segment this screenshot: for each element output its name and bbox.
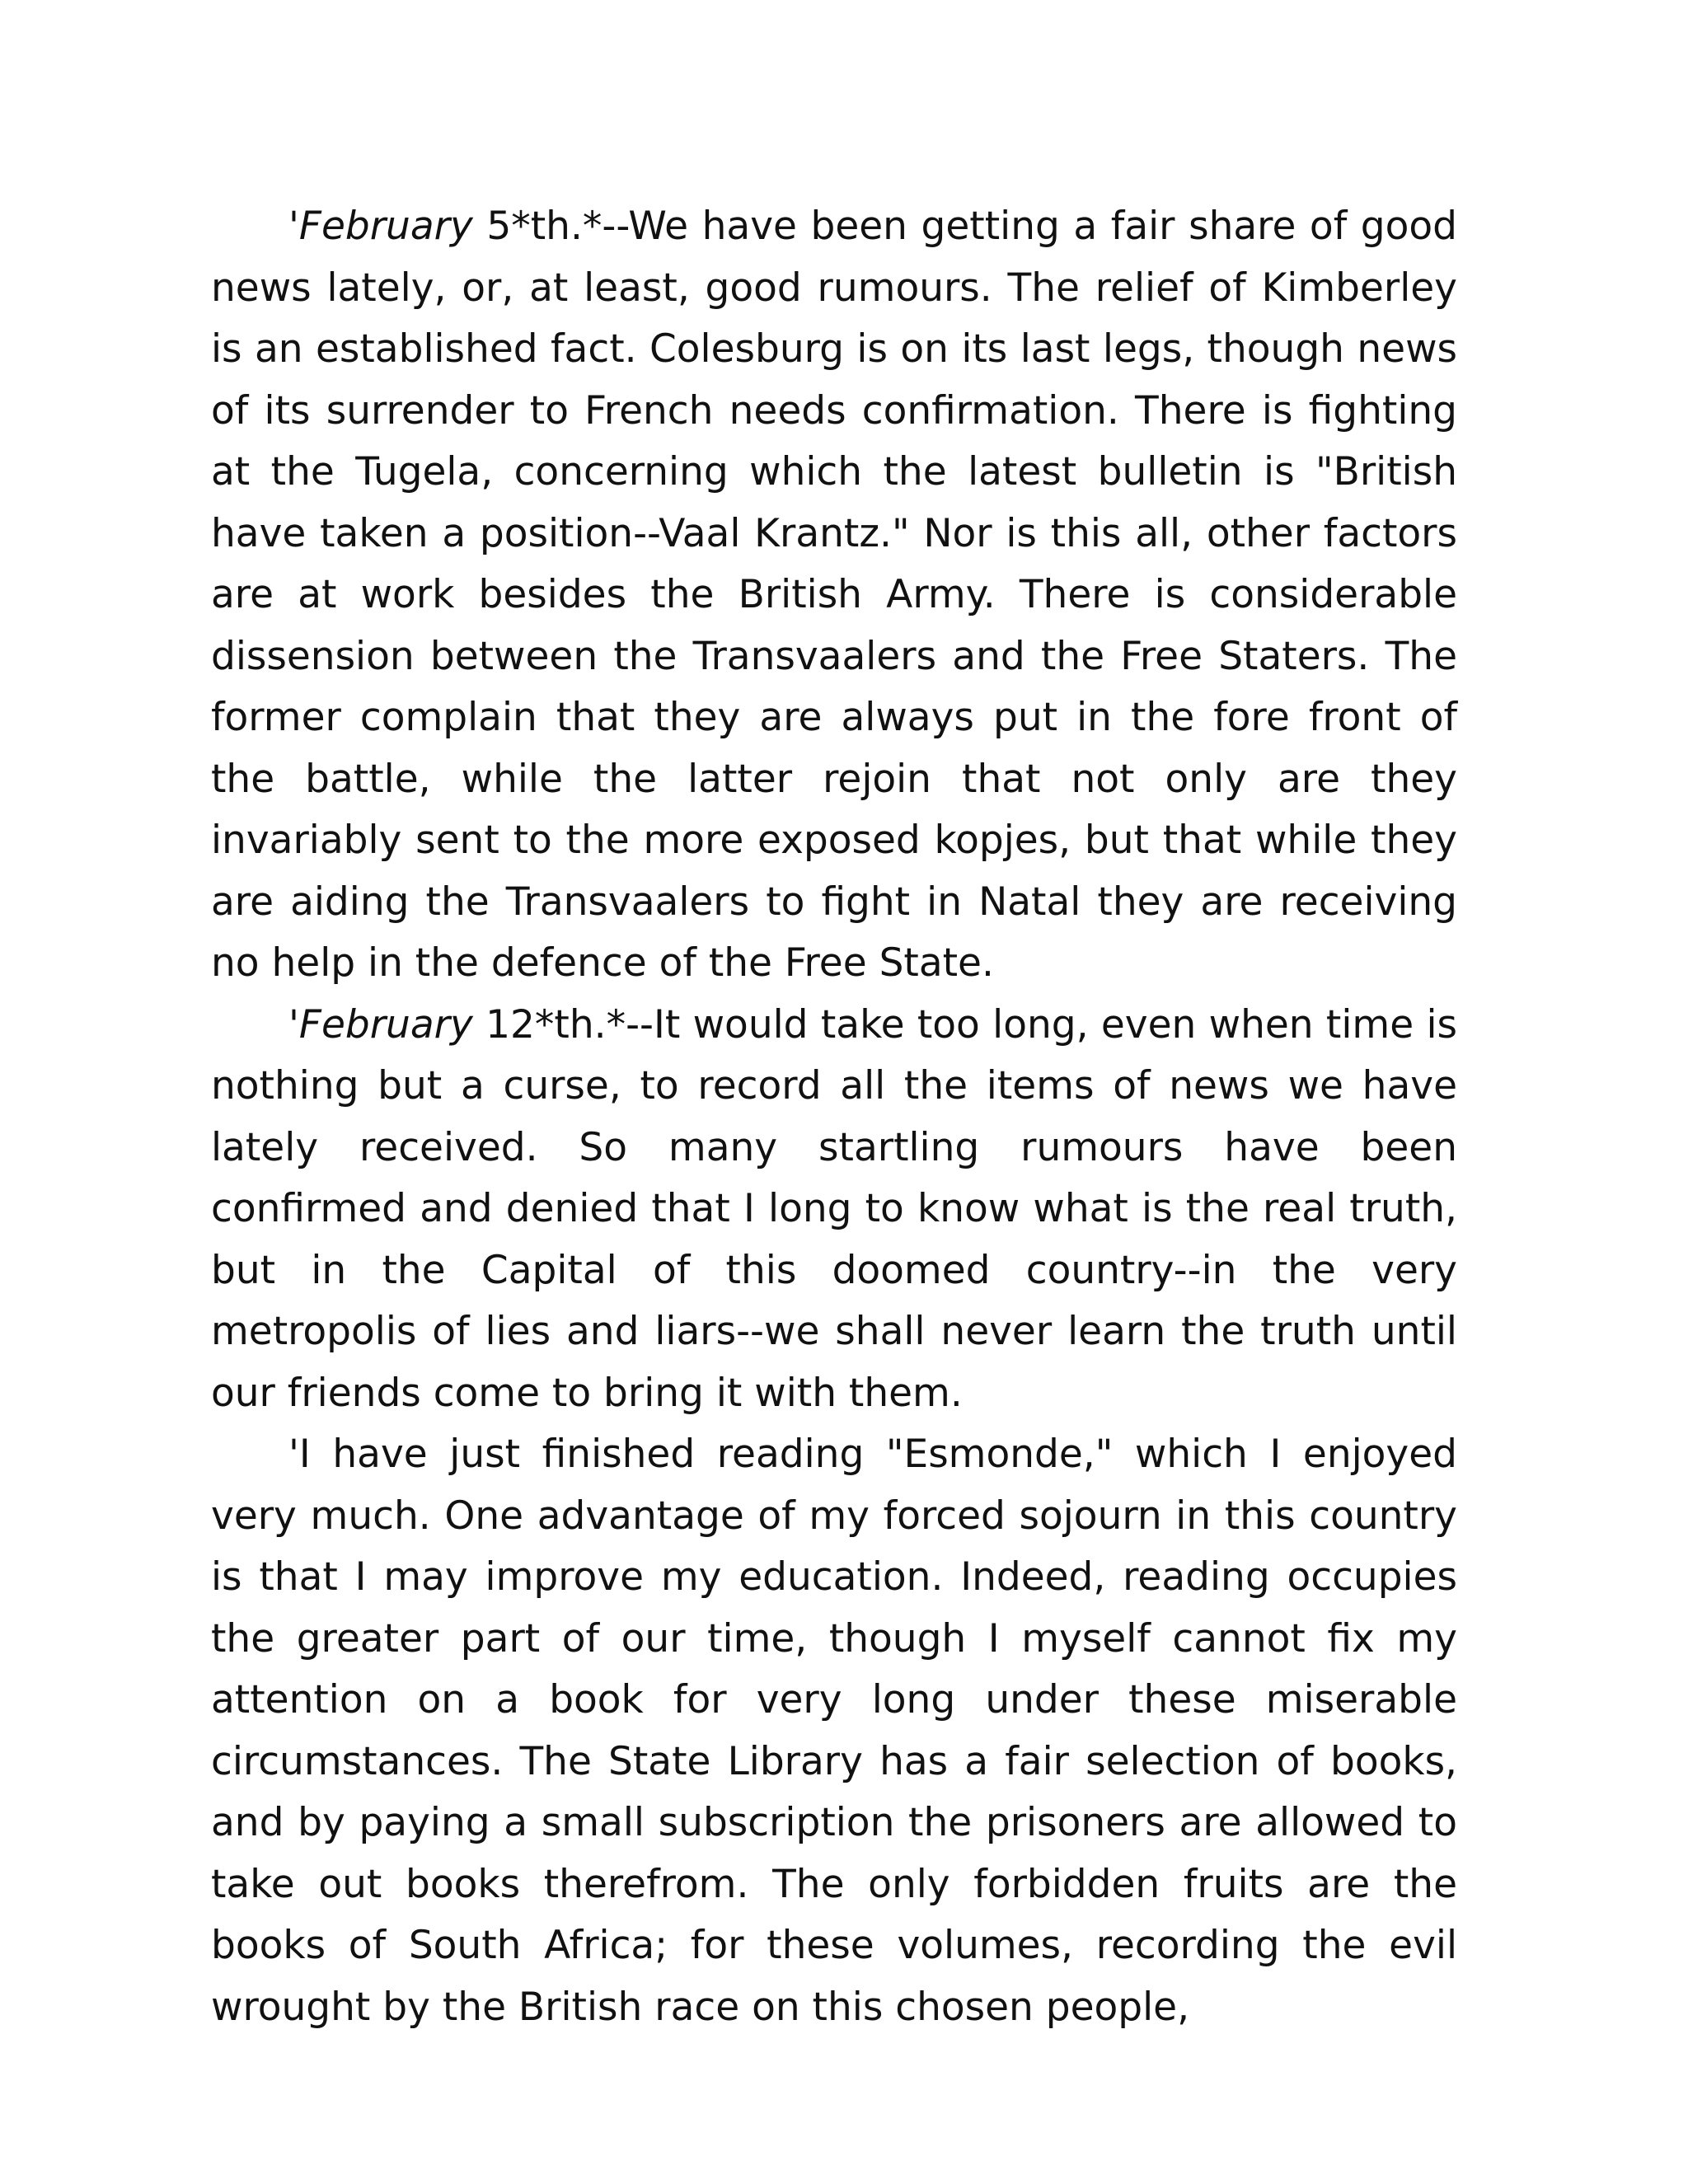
entry-date-month: February: [298, 204, 473, 249]
opening-quote: ': [288, 204, 299, 249]
paragraph-february-12: [211, 995, 1457, 1425]
paragraph-text: 5*th.*--We have been getting a fair share of good news lately, or, at least, good rumours. The relief of Kimberley is an established fact. Colesburg is on its last legs, though news of its surrender to French needs confirmation. There is fighting at the Tugela, concerning which the latest bulletin is "British have taken a position--Vaal Krantz." Nor is this all, other factors are at work besides the British Army. There is considerable dissension between the Transvaalers and the Free Staters. The former complain that they are always put in the fore front of the battle, while the latter rejoin that not only are they invariably sent to the more exposed kopjes, but that while they are aiding the Transvaalers to fight in Natal they are receiving no help in the defence of the Free State.: [211, 204, 1457, 986]
paragraph-text: 12*th.*--It would take too long, even when time is nothing but a curse, to record all the items of news we have lately received. So many startling rumours have been confirmed and denied that I long to know what is the real truth, but in the Capital of this doomed country--in the very metropolis of lies and liars--we shall never learn the truth until our friends come to bring it with them.: [211, 1001, 1457, 1416]
opening-quote: ': [288, 1001, 299, 1047]
paragraph-text: 'I have just finished reading "Esmonde," which I enjoyed very much. One advantage of my forced sojourn in this country is that I may improve my education. Indeed, reading occupies the greater part of our time, though I myself cannot fix my attention on a book for very long under these miserable circumstances. The State Library has a fair selection of books, and by paying a small subscription the prisoners are allowed to take out books therefrom. The only forbidden fruits are the books of South Africa; for these volumes, recording the evil wrought by the British race on this chosen people,: [211, 1432, 1457, 2030]
paragraph-reading: [211, 1424, 1457, 2038]
paragraph-february-5: [211, 196, 1457, 995]
document-page: [211, 196, 1457, 2038]
entry-date-month: February: [298, 1001, 473, 1047]
